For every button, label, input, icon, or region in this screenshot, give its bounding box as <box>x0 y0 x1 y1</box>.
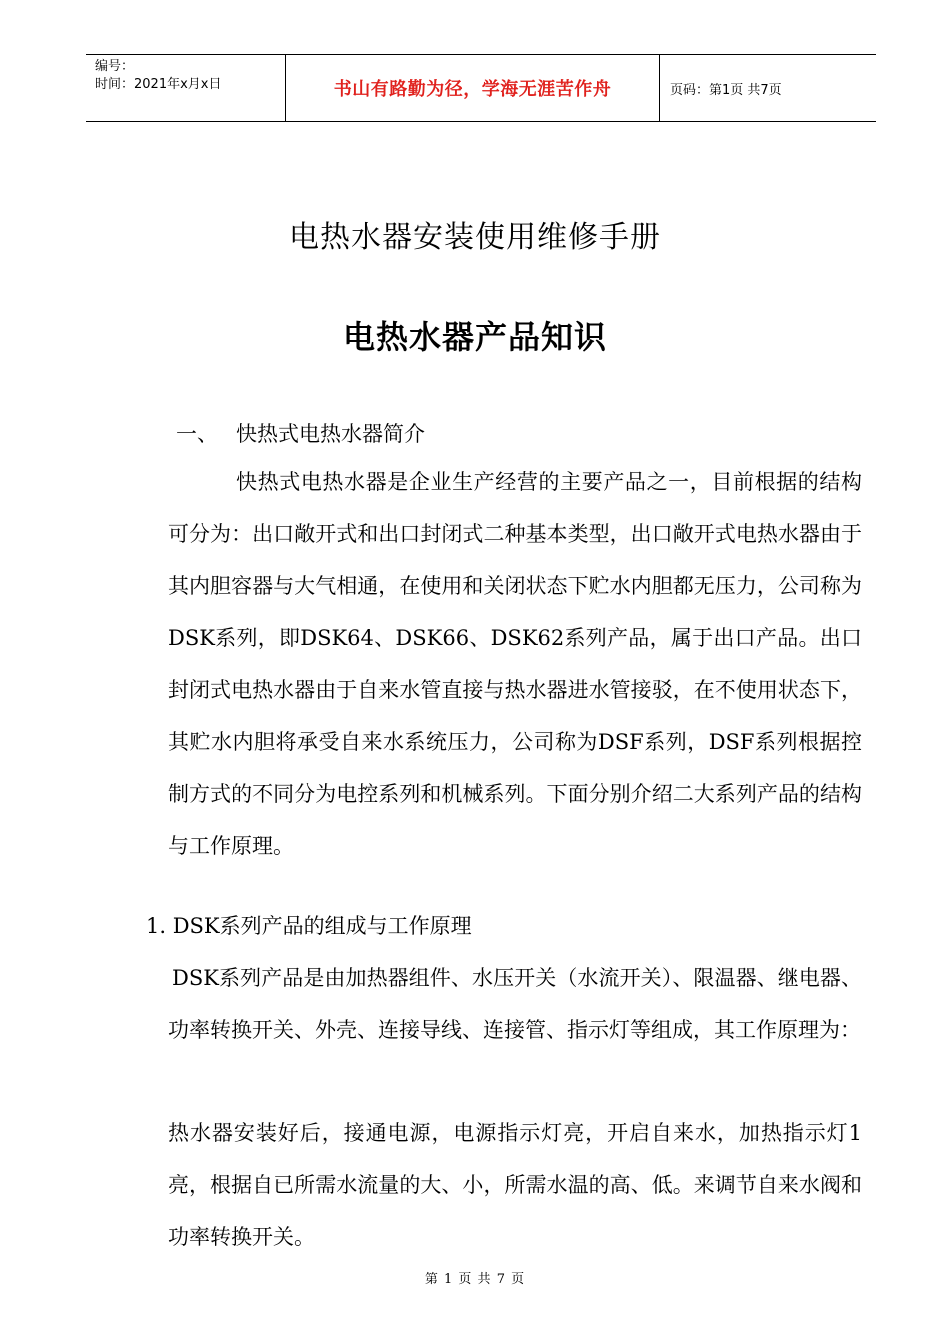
page-header <box>86 54 876 122</box>
document-title: 电热水器安装使用维修手册 <box>289 220 661 255</box>
heading-intro <box>176 418 425 448</box>
header-motto: 书山有路勤为径，学海无涯苦作舟 <box>286 55 660 121</box>
section-title: 电热水器产品知识 <box>342 318 607 356</box>
heading-intro-text: 快热式电热水器简介 <box>236 422 425 446</box>
heading-intro-number: 一、 <box>176 422 218 446</box>
heading-dsk: 1. DSK系列产品的组成与工作原理 <box>146 914 472 938</box>
paragraph-dsk-components: DSK系列产品是由加热器组件、水压开关（水流开关）、限温器、继电器、功率转换开关、外壳、连接导线、连接管、指示灯等组成，其工作原理为： <box>168 966 862 1042</box>
paragraph-intro: 快热式电热水器是企业生产经营的主要产品之一，目前根据的结构可分为：出口敞开式和出口封闭式二种基本类型，出口敞开式电热水器由于其内胆容器与大气相通，在使用和关闭状态下贮水内胆都无压力，公司称为DSK系列，即DSK64、DSK66、DSK62系列产品，属于出口产品。出口封闭式电热水器由于自来水管直接与热水器进水管接驳，在不使用状态下，其贮水内胆将承受自来水系统压力，公司称为DSF系列，DSF系列根据控制方式的不同分为电控系列和机械系列。下面分别介绍二大系列产品的结构与工作原理。 <box>168 470 862 858</box>
header-time-label: 时间：2021年x月x日 <box>95 77 222 92</box>
header-number-label: 编号： <box>95 59 135 74</box>
header-meta <box>86 55 286 121</box>
header-page-info: 页码：第1页 共7页 <box>670 82 782 98</box>
page-footer: 第 1 页 共 7 页 <box>424 1272 526 1287</box>
paragraph-dsk-operation: 热水器安装好后，接通电源，电源指示灯亮，开启自来水，加热指示灯1亮，根据自已所需水流量的大、小，所需水温的高、低。来调节自来水阀和功率转换开关。 <box>168 1121 862 1249</box>
